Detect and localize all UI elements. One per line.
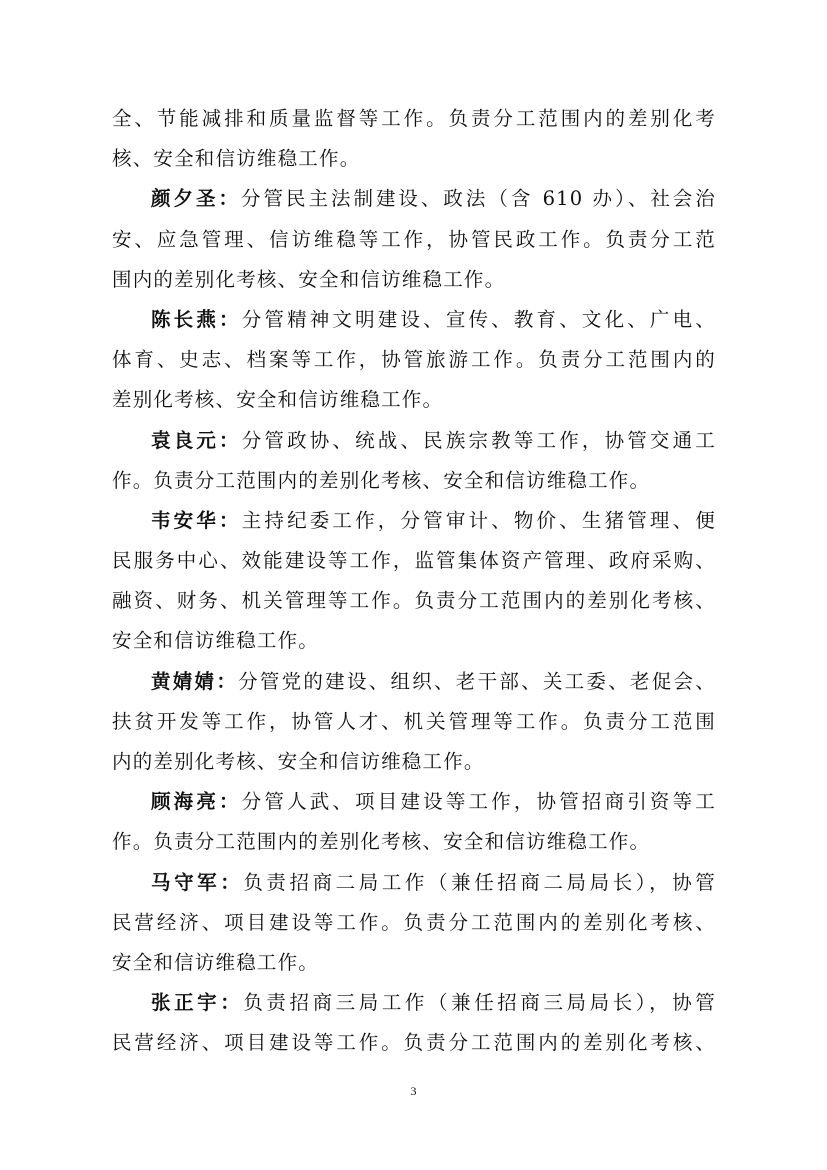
line-text: 差别化考核、安全和信访维稳工作。 — [112, 388, 444, 412]
line-text: 民营经济、项目建设等工作。负责分工范围内的差别化考核、 — [112, 1031, 716, 1055]
person-name: 张正宇： — [151, 991, 244, 1015]
person-name: 韦安华： — [151, 508, 242, 532]
paragraph-lines — [112, 99, 716, 1064]
person-name: 袁良元： — [151, 428, 242, 452]
line-text: 分管民主法制建设、政法（含 610 办）、社会治 — [240, 187, 716, 211]
text-line — [112, 461, 716, 501]
person-name: 陈长燕： — [151, 307, 242, 331]
paragraph-first-line — [112, 863, 716, 903]
line-text: 内的差别化考核、安全和信访维稳工作。 — [112, 750, 485, 773]
text-line — [112, 702, 716, 742]
line-text: 融资、财务、机关管理等工作。负责分工范围内的差别化考核、 — [112, 589, 716, 613]
text-line — [112, 742, 716, 782]
line-text: 负责招商三局工作（兼任招商三局局长），协管 — [243, 991, 716, 1015]
line-text: 民服务中心、效能建设等工作，监管集体资产管理、政府采购、 — [112, 549, 716, 573]
person-name: 颜夕圣： — [151, 187, 241, 211]
text-line — [112, 260, 716, 300]
text-line — [112, 1023, 716, 1063]
line-text: 作。负责分工范围内的差别化考核、安全和信访维稳工作。 — [112, 830, 651, 854]
line-text: 核、安全和信访维稳工作。 — [112, 147, 361, 171]
text-line — [112, 621, 716, 661]
text-line — [112, 99, 716, 139]
line-text: 民营经济、项目建设等工作。负责分工范围内的差别化考核、 — [112, 910, 716, 934]
person-name: 黄婧婧： — [151, 669, 239, 693]
text-line — [112, 822, 716, 862]
line-text: 分管人武、项目建设等工作，协管招商引资等工 — [241, 790, 716, 814]
text-line — [112, 220, 716, 260]
line-text: 分管党的建设、组织、老干部、关工委、老促会、 — [238, 669, 716, 693]
text-line — [112, 139, 716, 179]
paragraph-first-line — [112, 983, 716, 1023]
line-text: 体育、史志、档案等工作，协管旅游工作。负责分工范围内的 — [112, 348, 716, 372]
line-text: 负责招商二局工作（兼任招商二局局长），协管 — [243, 870, 716, 894]
paragraph-first-line — [112, 300, 716, 340]
line-text: 主持纪委工作，分管审计、物价、生猪管理、便 — [241, 508, 716, 532]
text-line — [112, 581, 716, 621]
paragraph-first-line — [112, 501, 716, 541]
line-text: 安、应急管理、信访维稳等工作，协管民政工作。负责分工范 — [112, 227, 716, 251]
line-text: 全、节能减排和质量监督等工作。负责分工范围内的差别化考 — [112, 107, 716, 130]
text-line — [112, 903, 716, 943]
paragraph-first-line — [112, 662, 716, 702]
person-name: 顾海亮： — [151, 790, 242, 814]
text-line — [112, 340, 716, 380]
text-line — [112, 380, 716, 420]
page-number: 3 — [410, 1084, 417, 1098]
document-body — [112, 99, 716, 1064]
paragraph-first-line — [112, 782, 716, 822]
text-line — [112, 943, 716, 983]
line-text: 安全和信访维稳工作。 — [112, 950, 320, 974]
line-text: 分管政协、统战、民族宗教等工作，协管交通工 — [241, 428, 716, 452]
paragraph-first-line — [112, 421, 716, 461]
line-text: 围内的差别化考核、安全和信访维稳工作。 — [112, 267, 506, 291]
paragraph-first-line — [112, 179, 716, 219]
person-name: 马守军： — [151, 870, 244, 894]
line-text: 分管精神文明建设、宣传、教育、文化、广电、 — [241, 307, 716, 331]
line-text: 作。负责分工范围内的差别化考核、安全和信访维稳工作。 — [112, 468, 651, 492]
line-text: 安全和信访维稳工作。 — [112, 629, 320, 653]
text-line — [112, 541, 716, 581]
line-text: 扶贫开发等工作，协管人才、机关管理等工作。负责分工范围 — [112, 709, 716, 733]
